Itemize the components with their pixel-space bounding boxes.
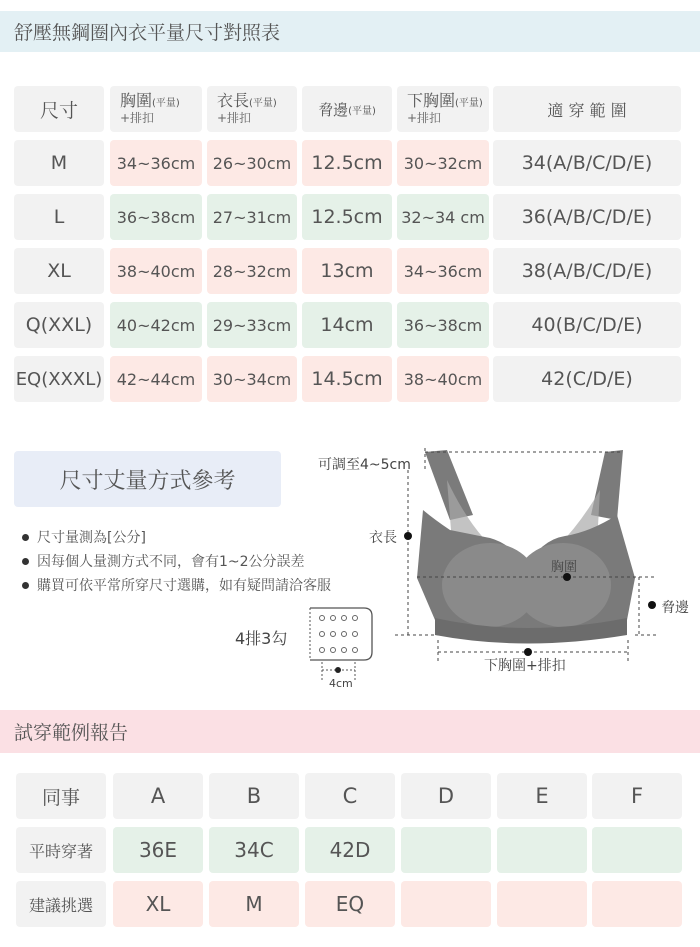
trial-suggest-cell (401, 881, 491, 927)
trial-header-cell: 同事 (16, 773, 106, 819)
trial-suggest-cell (592, 881, 682, 927)
fit-range-cell: 34(A/B/C/D/E) (493, 140, 681, 186)
side-label: 脅邊 (661, 600, 689, 616)
side-cell: 12.5cm (302, 194, 392, 240)
strap-label: 可調至4~5cm (318, 457, 411, 473)
length-cell: 30~34cm (207, 356, 297, 402)
bust-cell: 34~36cm (110, 140, 202, 186)
header-bust: 胸圍(平量) +排扣 (110, 86, 202, 132)
measure-section-title: 尺寸丈量方式參考 (14, 451, 281, 507)
trial-header-cell: A (113, 773, 203, 819)
trial-usual-cell: 34C (209, 827, 299, 873)
trial-usual-cell: 42D (305, 827, 395, 873)
trial-header-cell: C (305, 773, 395, 819)
bullet-icon (22, 582, 29, 589)
bust-cell: 40~42cm (110, 302, 202, 348)
length-cell: 28~32cm (207, 248, 297, 294)
trial-usual-cell (401, 827, 491, 873)
fit-range-cell: 42(C/D/E) (493, 356, 681, 402)
trial-row-label: 建議挑選 (16, 881, 106, 927)
header-length: 衣長(平量) +排扣 (207, 86, 297, 132)
underbust-label: 下胸圍+排扣 (484, 658, 566, 674)
length-cell: 29~33cm (207, 302, 297, 348)
trial-header-cell: B (209, 773, 299, 819)
size-cell: XL (14, 248, 104, 294)
trial-title: 試穿範例報告 (14, 722, 129, 744)
length-cell: 27~31cm (207, 194, 297, 240)
trial-header-cell: E (497, 773, 587, 819)
trial-usual-cell (497, 827, 587, 873)
side-cell: 14.5cm (302, 356, 392, 402)
trial-suggest-cell (497, 881, 587, 927)
size-cell: EQ(XXXL) (14, 356, 104, 402)
trial-suggest-cell: M (209, 881, 299, 927)
fit-range-cell: 40(B/C/D/E) (493, 302, 681, 348)
trial-row-label: 平時穿著 (16, 827, 106, 873)
hook-label: 4排3勾 (235, 629, 288, 648)
fit-range-cell: 36(A/B/C/D/E) (493, 194, 681, 240)
size-cell: M (14, 140, 104, 186)
underbust-cell: 34~36cm (397, 248, 489, 294)
trial-usual-cell (592, 827, 682, 873)
bullet-icon (22, 558, 29, 565)
side-cell: 12.5cm (302, 140, 392, 186)
header-size: 尺寸 (14, 86, 104, 132)
underbust-cell: 30~32cm (397, 140, 489, 186)
bullet-icon (22, 534, 29, 541)
note-item: 尺寸量測為[公分] (22, 525, 331, 549)
header-side: 脅邊 (平量) (302, 86, 392, 132)
bust-cell: 38~40cm (110, 248, 202, 294)
length-label: 衣長 (369, 530, 397, 546)
bra-diagram (395, 440, 695, 680)
underbust-cell: 36~38cm (397, 302, 489, 348)
trial-suggest-cell: EQ (305, 881, 395, 927)
underbust-cell: 32~34 cm (397, 194, 489, 240)
measure-notes (22, 525, 331, 597)
hook-width-label: 4cm (329, 677, 353, 690)
trial-title-band (0, 710, 700, 753)
bust-cell: 42~44cm (110, 356, 202, 402)
trial-usual-cell: 36E (113, 827, 203, 873)
side-cell: 13cm (302, 248, 392, 294)
size-chart-title-band (0, 11, 700, 52)
underbust-cell: 38~40cm (397, 356, 489, 402)
trial-suggest-cell: XL (113, 881, 203, 927)
side-cell: 14cm (302, 302, 392, 348)
bust-label: 胸圍 (551, 560, 578, 575)
note-item: 因每個人量測方式不同，會有1~2公分誤差 (22, 549, 331, 573)
size-cell: L (14, 194, 104, 240)
fit-range-cell: 38(A/B/C/D/E) (493, 248, 681, 294)
bust-cell: 36~38cm (110, 194, 202, 240)
size-cell: Q(XXL) (14, 302, 104, 348)
length-cell: 26~30cm (207, 140, 297, 186)
note-item: 購買可依平常所穿尺寸選購，如有疑問請洽客服 (22, 573, 331, 597)
trial-header-cell: F (592, 773, 682, 819)
trial-header-cell: D (401, 773, 491, 819)
header-fit-range: 適 穿 範 圍 (493, 86, 681, 132)
size-chart-title: 舒壓無鋼圈內衣平量尺寸對照表 (14, 22, 281, 44)
header-underbust: 下胸圍(平量) +排扣 (397, 86, 489, 132)
